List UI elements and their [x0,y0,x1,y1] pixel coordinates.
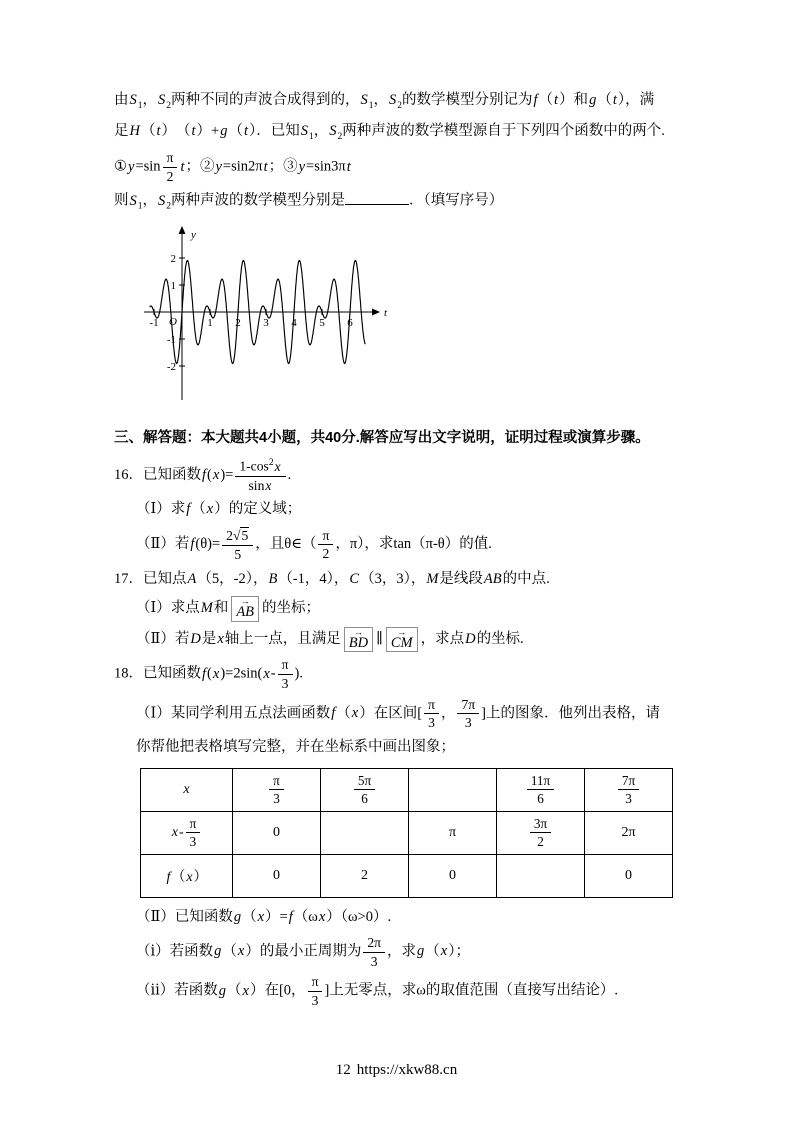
q18-part1-line2 [114,736,693,760]
q15-function-options [114,150,693,184]
text-run: ；② [185,158,215,175]
text-run: 你帮他把表格填写完整，并在坐标系中画出图象； [136,739,455,756]
text-run: ）．已知 [249,122,300,139]
text-run: 的中点. [502,570,550,587]
x-tick-label: 6 [347,316,353,329]
vector-name: CM [390,634,413,651]
fraction-denominator: 3 [370,953,378,969]
text-run: （ [228,122,243,139]
subscript: 2 [166,100,171,111]
vector-name: AB [236,604,255,621]
y-axis-label: y [191,228,196,241]
table-cell-fx-label [141,854,233,897]
text-run: ， [373,92,388,108]
q17-part2 [114,627,693,653]
math-variable: S [129,192,137,209]
subscript: 2 [337,131,343,142]
subscript: 2 [166,201,171,212]
math-variable: D [465,630,476,647]
page-number: 12 [335,1062,351,1078]
fraction-numerator [235,458,285,476]
text-run: - [270,665,276,682]
q17-part1 [114,596,693,622]
text-run: （3，3）， [360,570,426,587]
fraction-numerator: 11π [527,773,554,790]
table-cell [585,811,673,854]
text-run: 足 [114,122,129,139]
text-run: （ [538,92,554,108]
fraction [235,458,285,493]
math-variable: g [233,908,242,925]
text-run: 是线段 [439,570,483,587]
text-run: 2 [226,528,233,544]
q16-head [114,458,693,493]
text-run: . [287,467,292,484]
fraction-denominator: 5 [234,546,242,562]
vector [386,627,418,653]
subscript: 1 [137,100,143,111]
q18-part2-ii [114,974,693,1008]
math-variable: f [166,869,171,885]
text-run: 轴上一点，且满足 [224,630,341,647]
fraction-numerator: π [278,657,293,675]
x-tick-label: 1 [207,316,213,329]
text-run: （Ⅱ）若 [136,536,190,553]
square-root [233,528,249,543]
math-variable: f [331,705,336,722]
table-cell-blank [409,768,497,811]
fraction-denominator: 3 [273,791,280,807]
text-run: 0 [273,867,280,883]
fraction-numerator: π [308,974,323,992]
fraction [269,773,284,806]
math-variable: f [202,467,207,484]
fraction [278,657,293,691]
text-run: ，求 [387,943,417,960]
text-run: （ [168,122,191,139]
text-run: （ [597,92,612,108]
y-tick-label: -1 [166,333,176,346]
math-variable: C [349,570,360,587]
math-variable: AB [483,570,502,587]
fraction [163,150,178,184]
page-footer [0,1062,793,1079]
fraction-denominator [235,477,285,494]
fraction-numerator: π [269,773,284,790]
text-run: 的数学模型分别记为 [402,92,533,108]
math-variable: t [156,122,161,139]
text-run: （ [222,943,237,960]
text-run: 的坐标. [476,630,524,647]
text-run: （ [242,908,257,925]
fraction-numerator: 7π [457,697,479,715]
math-variable: S [158,92,166,108]
math-variable: f [190,536,195,553]
table-cell [585,854,673,897]
text-run: ). [294,665,303,682]
text-run: 0 [449,867,456,883]
math-variable: t [612,92,617,108]
radicand: 5 [241,528,249,544]
text-run: - [178,825,184,841]
text-run: ]上无零点，求ω的取值范围（直接写出结论）. [324,982,618,999]
text-run: （ⅰ）若函数 [136,943,214,960]
fraction-denominator: 3 [428,715,435,731]
fraction-numerator: 3π [530,816,551,833]
five-point-method-table [140,768,673,898]
table-cell-phase-label [141,811,233,854]
text-run: 2 [361,867,368,883]
text-run: ）在[0， [249,982,306,999]
text-run: （Ⅱ）若 [136,630,190,647]
origin-label: O [169,315,177,328]
fraction-numerator: π [424,697,439,715]
y-axis-arrow-icon [179,226,186,234]
math-variable: x [171,825,178,841]
x-tick-label: -1 [149,316,159,329]
table-cell-blank [321,811,409,854]
math-variable: S [300,122,309,139]
fraction [424,697,439,731]
table-cell [321,768,409,811]
table-cell-x-label [141,768,233,811]
vector-arrow-icon: → [397,626,407,637]
fraction-denominator: 3 [281,676,289,692]
text-run: ，π），求tan（π-θ）的值. [335,536,492,553]
y-tick-label: -2 [166,360,176,373]
table-cell [321,854,409,897]
text-run: 2π [621,824,636,840]
subscript: 2 [397,100,402,111]
table-cell [409,854,497,897]
table-cell [233,768,321,811]
section-3-header: 三、解答题：本大题共4小题，共40分.解答应写出文字说明，证明过程或演算步骤。 [114,429,650,446]
math-variable: f [186,501,191,518]
text-run: ） [161,122,169,139]
math-variable: x [212,467,220,484]
vector [231,596,259,622]
q16-part1 [114,498,693,522]
text-run: ） [193,869,208,885]
fraction [222,527,253,562]
math-variable: x [265,477,272,493]
math-variable: S [158,192,166,209]
table-cell [497,811,585,854]
text-run: ）+ [196,122,220,139]
text-run: ）和 [559,92,589,108]
text-run: =sin [135,158,161,175]
math-variable: y [298,158,306,175]
text-run: ( [207,467,212,484]
fraction [354,773,375,806]
text-run: （-1，4）， [278,570,349,587]
text-run: （ⅱ）若函数 [136,982,218,999]
x-tick-label: 3 [263,316,269,329]
vector-name: BD [348,634,369,651]
x-axis-arrow-icon [372,308,380,315]
fraction-numerator: 7π [618,773,639,790]
radical-icon: √ [232,528,241,544]
text-run: （Ⅰ）求 [136,501,186,518]
math-variable: H [129,122,140,139]
text-run: 两种不同的声波合成得到的， [171,92,360,108]
text-run: ① [114,158,127,175]
fraction-denominator: 6 [361,791,368,807]
text-run: （Ⅰ）求点 [136,600,200,617]
fraction [618,773,639,806]
text-run: 18．已知函数 [114,665,201,682]
text-run: （ [425,943,440,960]
q17-head [114,568,693,592]
vector-arrow-icon: → [240,596,250,607]
math-variable: x [440,943,448,960]
text-run: 由 [114,92,129,108]
table-cell [585,768,673,811]
math-variable: y [128,158,135,175]
text-run: π [448,824,457,840]
text-run: 1-cos [239,458,269,474]
text-run: （5，-2）， [197,570,268,587]
fraction-numerator: π [318,528,333,546]
fraction-denominator: 3 [189,834,197,850]
text-run: ， [142,192,157,209]
math-variable: f [533,92,538,108]
x-tick-label: 2 [235,316,241,329]
math-variable: x [351,705,359,722]
text-run: ， [142,92,157,108]
fraction-numerator: π [163,150,178,168]
text-run: （ [227,982,242,999]
fraction [308,974,323,1008]
math-variable: g [220,122,228,139]
fraction [530,816,551,849]
math-variable: S [360,92,368,108]
text-run: ∥ [376,630,383,647]
answer-blank [345,189,409,205]
text-run: =sin3π [306,158,346,175]
text-run: （ [336,705,351,722]
fraction-denominator: 2 [537,834,544,850]
q15-statement-line2 [114,120,693,146]
waveform-figure [140,222,693,413]
q16-part2 [114,527,693,562]
subscript: 1 [309,131,314,142]
text-run: 的坐标； [262,600,321,617]
text-run: （ [140,122,156,139]
table-cell-blank [497,854,585,897]
text-run: ；③ [268,158,298,175]
text-run: （Ⅱ）已知函数 [136,908,233,925]
text-run: sin [248,477,265,493]
fraction [527,773,554,806]
text-run: （ [171,869,186,885]
math-variable: t [191,122,196,139]
fraction [186,816,201,849]
fraction-denominator: 2 [166,168,174,184]
waveform-svg [140,222,402,408]
fraction [457,697,479,731]
math-variable: x [263,665,270,682]
subscript: 1 [368,100,374,111]
math-variable: D [190,630,201,647]
math-variable: x [206,501,214,518]
q18-part1-line1 [114,697,693,731]
text-run: （ [191,501,206,518]
text-run: （Ⅰ）某同学利用五点法画函数 [136,705,331,722]
text-run: 则 [114,192,129,209]
math-variable: g [417,943,425,960]
table-row-x [141,768,673,811]
fraction-numerator: 5π [354,773,375,790]
math-variable: y [215,158,222,175]
math-variable: g [218,982,227,999]
math-variable: g [214,943,222,960]
fraction [318,528,333,562]
vector [344,627,373,653]
math-variable: f [202,665,207,682]
text-run: 两种声波的数学模型源自于下列四个函数中的两个. [342,122,665,139]
math-variable: B [268,570,278,587]
math-variable: x [318,908,326,925]
table-cell [233,854,321,897]
math-variable: S [329,122,337,139]
math-variable: x [257,908,265,925]
text-run: ）； [448,943,470,960]
table-cell [497,768,585,811]
fraction-numerator: 2π [363,935,385,953]
text-run: (θ)= [195,536,221,553]
math-variable: x [242,982,249,999]
text-run: 和 [213,600,229,617]
text-run: ）的定义域； [214,501,302,518]
text-run: 0 [625,867,632,883]
text-run: ，求点 [420,630,465,647]
superscript: 2 [268,458,274,469]
math-variable: x [212,665,220,682]
text-run: ）在区间[ [359,705,423,722]
fraction-denominator: 3 [625,791,632,807]
text-run: ）（ω>0）. [326,908,392,925]
text-run: 两种声波的数学模型分别是 [171,192,345,209]
fraction-denominator: 3 [464,715,472,731]
text-run: ．（填写序号） [409,192,504,209]
table-row-fx [141,854,673,897]
subscript: 1 [137,201,143,212]
math-variable: S [389,92,397,108]
text-run: )=2sin( [220,665,263,682]
math-variable: f [288,908,293,925]
fraction-denominator: 3 [311,992,319,1008]
text-run: )= [220,467,234,484]
text-run: 0 [273,824,280,840]
footer-url: https://xkw88.cn [356,1062,458,1078]
text-run: ，且θ∈（ [255,536,317,553]
fraction-denominator: 2 [322,546,330,562]
math-variable: x [186,869,193,885]
q18-part2 [114,906,693,930]
q15-statement-line1 [114,89,693,115]
fraction-numerator [222,527,253,546]
math-variable: g [589,92,597,108]
text-run: 16．已知函数 [114,467,201,484]
text-run: 17．已知点 [114,570,187,587]
x-tick-label: 4 [291,316,297,329]
y-tick-label: 1 [170,279,176,292]
table-row-phase [141,811,673,854]
math-variable: M [426,570,439,587]
text-run: ( [207,665,212,682]
math-variable: t [554,92,559,108]
x-tick-label: 5 [319,316,325,329]
q18-part2-i [114,935,693,969]
fraction-denominator: 6 [537,791,544,807]
text-run: ]上的图象．他列出表格，请 [481,705,660,722]
text-run: ， [313,122,329,139]
math-variable: x [237,943,245,960]
text-run: ）= [265,908,288,925]
math-variable: t [263,158,268,175]
text-run: （ω [293,908,318,925]
q18-head [114,657,693,691]
table-cell [233,811,321,854]
math-variable: x [274,458,281,474]
math-variable: t [243,122,249,139]
text-run: =sin2π [222,158,263,175]
math-variable: x [217,630,224,647]
text-run: ， [440,705,456,722]
text-run: ）的最小正周期为 [245,943,362,960]
text-run: ），满 [617,92,655,108]
y-tick-label: 2 [170,252,176,265]
math-variable: x [183,781,190,797]
table-cell [409,811,497,854]
fraction [363,935,385,969]
math-variable: S [129,92,137,108]
math-variable: A [187,570,197,587]
text-run: 是 [201,630,217,647]
vector-arrow-icon: → [353,626,363,637]
math-variable: t [180,158,185,175]
math-variable: M [200,600,213,617]
x-axis-label: t [384,306,388,319]
fraction-numerator: π [186,816,201,833]
q15-answer-line [114,189,693,215]
math-variable: t [346,158,351,175]
